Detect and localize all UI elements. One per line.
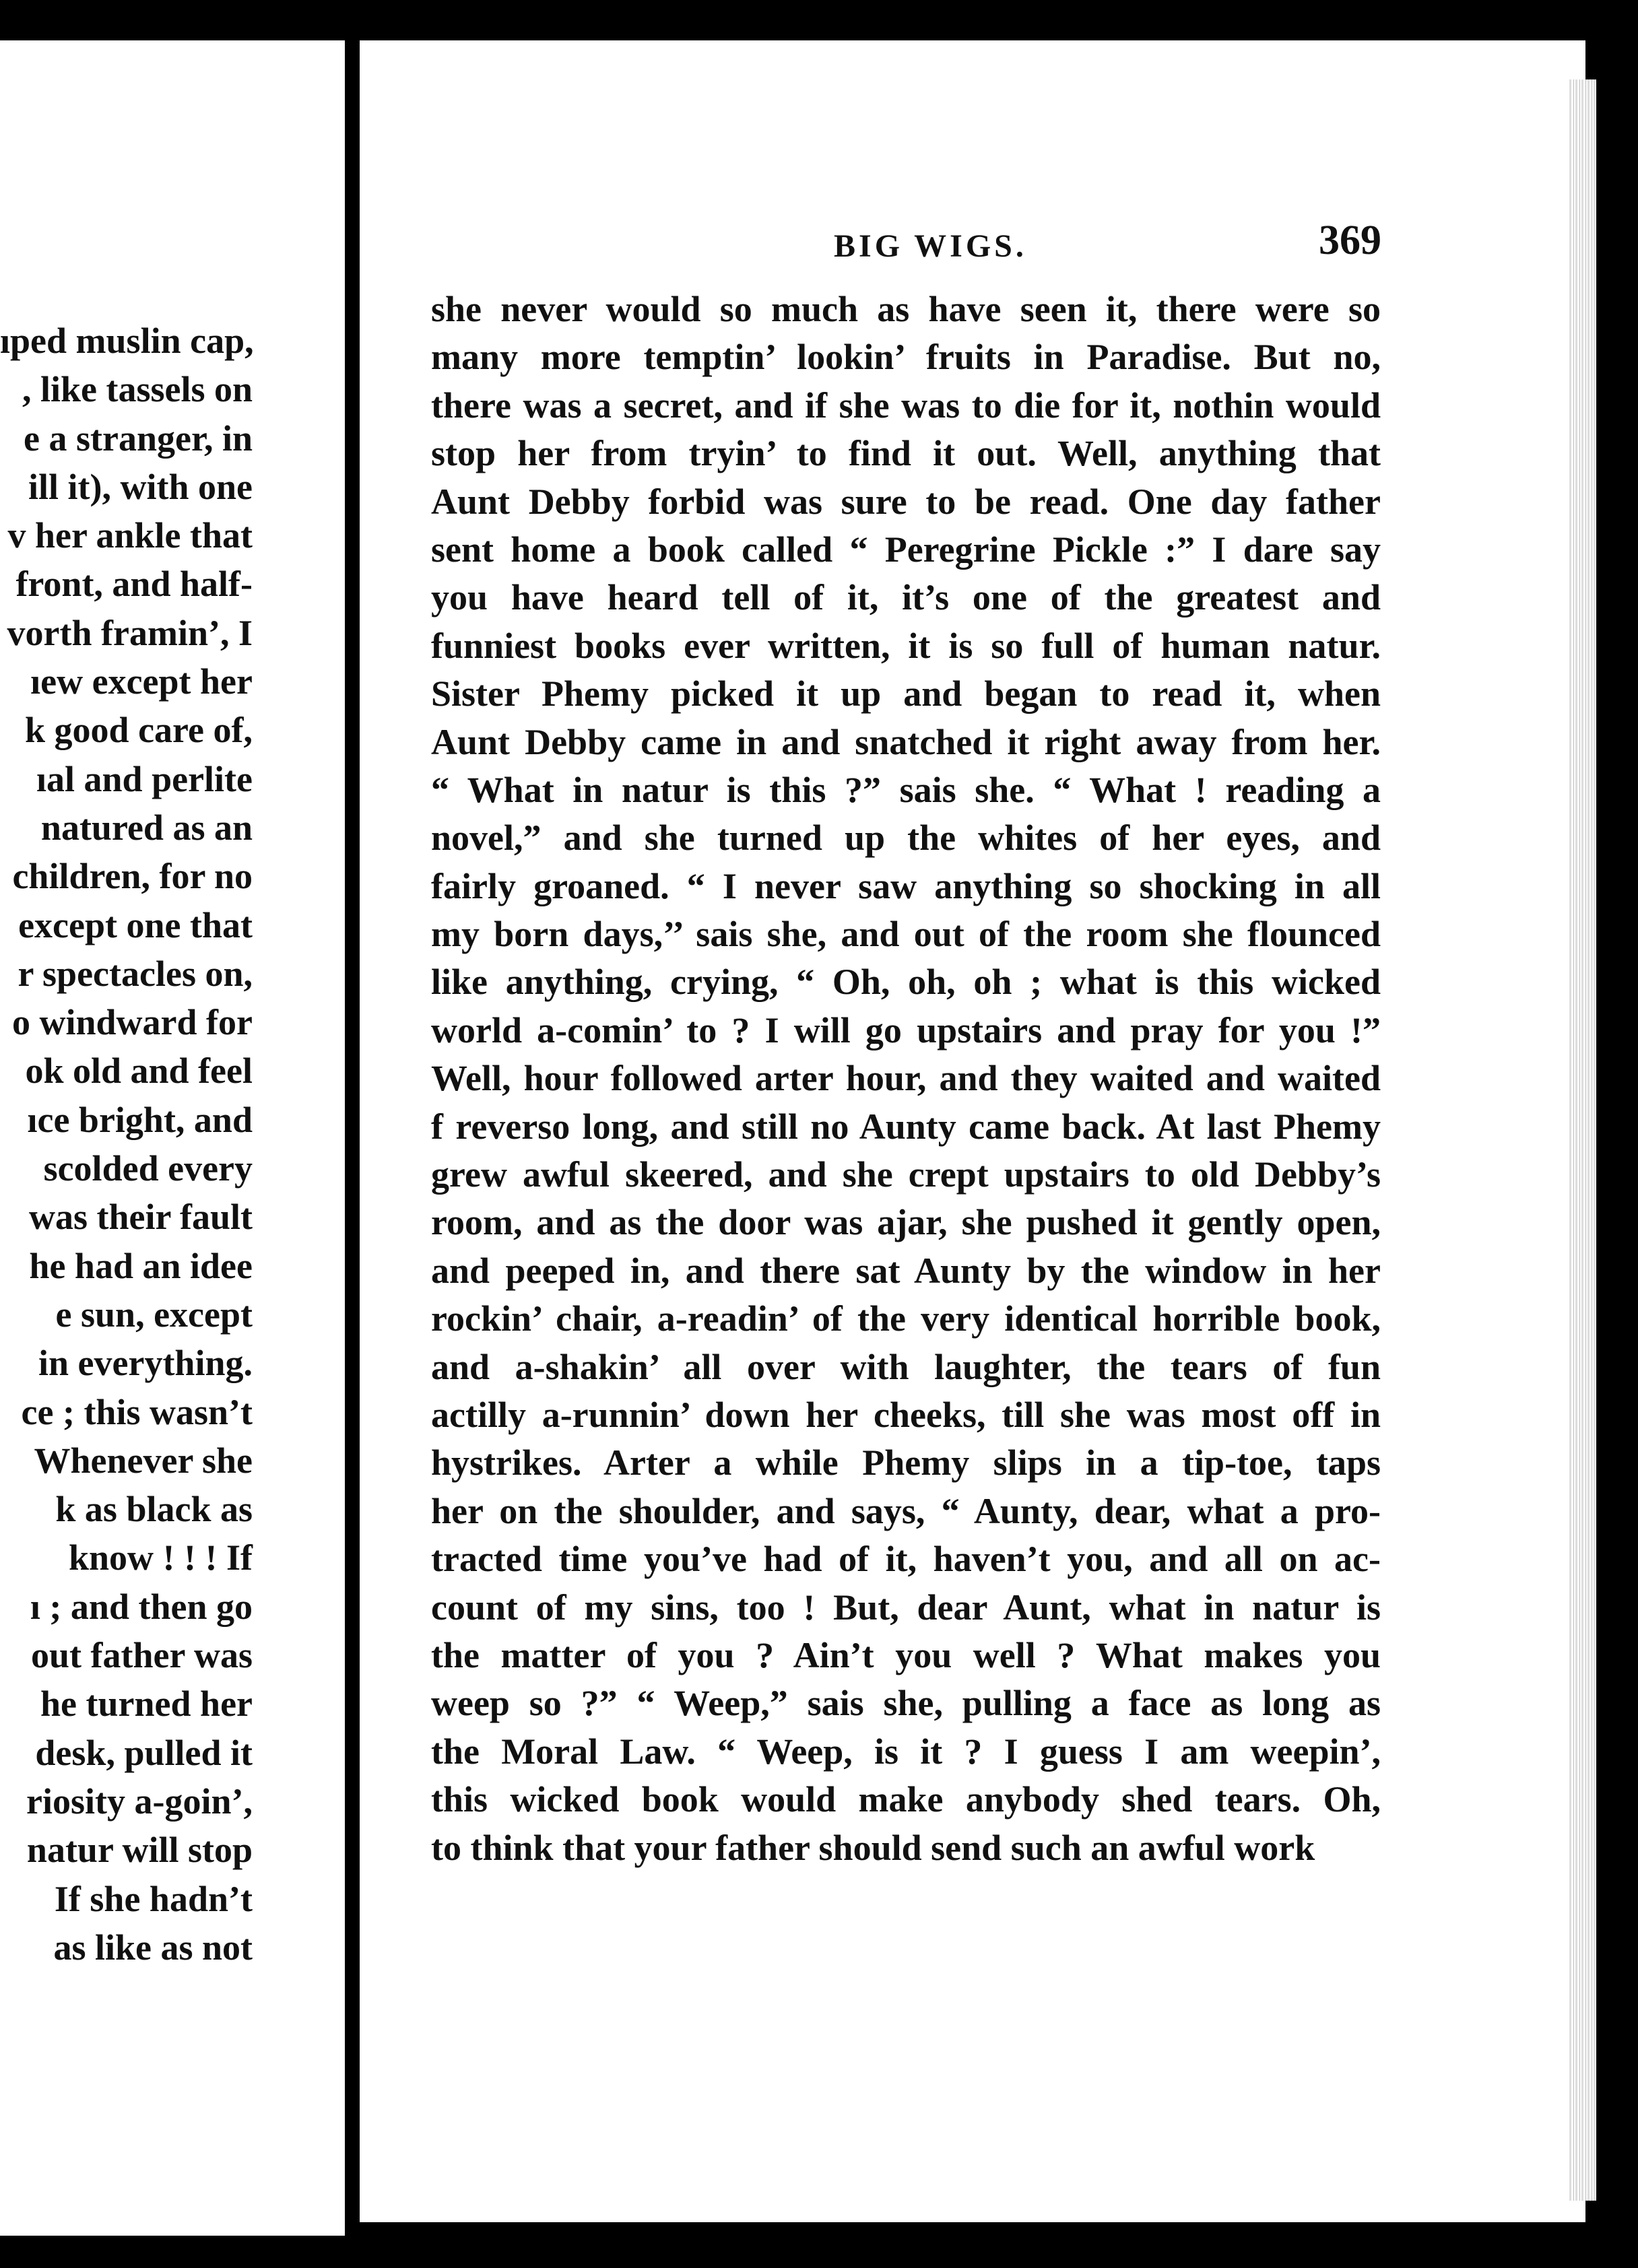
text-line: room, and as the door was ajar, she pushed it gently open, <box>431 1202 1381 1243</box>
left-page <box>0 40 345 2236</box>
text-line: desk, pulled it <box>35 1732 253 1773</box>
page-number: 369 <box>1319 218 1381 263</box>
text-line: fairly groaned. “ I never saw anything so shocking in all <box>431 865 1381 906</box>
text-line: to think that your father should send such an awful work <box>431 1827 1315 1868</box>
text-line: Well, hour followed arter hour, and they waited and waited <box>431 1058 1381 1099</box>
text-line: novel,” and she turned up the whites of her eyes, and <box>431 818 1381 859</box>
text-line: and a-shakin’ all over with laughter, the tears of fun <box>431 1346 1381 1387</box>
text-line: weep so ?” “ Weep,” sais she, pulling a face as long as <box>431 1683 1381 1724</box>
text-line: ıce bright, and <box>27 1099 253 1140</box>
text-line: ill it), with one <box>28 466 253 507</box>
text-line: the matter of you ? Ain’t you well ? What makes you <box>431 1634 1381 1675</box>
text-line: she never would so much as have seen it, there were so <box>431 289 1381 329</box>
text-line: know ! ! ! If <box>68 1537 253 1578</box>
text-line: “ What in natur is this ?” sais she. “ What ! reading a <box>431 769 1381 810</box>
text-line: he had an idee <box>29 1245 253 1286</box>
text-line: ıal and perlite <box>36 758 253 799</box>
text-line: Sister Phemy picked it up and began to read it, when <box>431 673 1381 714</box>
text-line: r spectacles on, <box>18 953 253 994</box>
text-line: v her ankle that <box>7 515 253 556</box>
text-line: Aunt Debby came in and snatched it right away from her. <box>431 721 1381 762</box>
text-line: many more temptin’ lookin’ fruits in Paradise. But no, <box>431 337 1381 378</box>
text-line: was their fault <box>29 1197 253 1238</box>
text-line: out father was <box>31 1635 253 1676</box>
text-line: Whenever she <box>34 1440 253 1481</box>
text-line: , like tassels on <box>22 369 253 410</box>
text-line: ok old and feel <box>25 1050 253 1092</box>
text-line: scolded every <box>43 1148 253 1189</box>
text-line: my born days,’’ sais she, and out of the room she flounced <box>431 914 1381 955</box>
running-head: BIG WIGS. <box>834 228 1027 264</box>
text-line: the Moral Law. “ Weep, is it ? I guess I am weepin’, <box>431 1731 1381 1772</box>
text-line: k good care of, <box>25 710 253 751</box>
text-line: this wicked book would make anybody shed tears. Oh, <box>431 1779 1381 1820</box>
text-line: rockin’ chair, a-readin’ of the very identical horrible book, <box>431 1298 1381 1339</box>
text-line: natured as an <box>40 807 253 848</box>
text-line: as like as not <box>53 1927 253 1968</box>
text-line: count of my sins, too ! But, dear Aunt, what in natur is <box>431 1587 1381 1628</box>
text-line: in everything. <box>38 1343 253 1384</box>
text-line: except one that <box>18 904 253 945</box>
text-line: sent home a book called “ Peregrine Pickle :” I dare say <box>431 529 1381 570</box>
text-line: ce ; this wasn’t <box>21 1391 253 1432</box>
text-line: you have heard tell of it, it’s one of the greatest and <box>431 577 1381 618</box>
text-line: f reverso long, and still no Aunty came back. At last Phemy <box>431 1106 1381 1147</box>
text-line: children, for no <box>12 856 253 897</box>
text-line: and peeped in, and there sat Aunty by the window in her <box>431 1250 1381 1291</box>
text-line: her on the shoulder, and says, “ Aunty, dear, what a pro- <box>431 1490 1381 1531</box>
text-line: k as black as <box>55 1489 253 1530</box>
text-line: hystrikes. Arter a while Phemy slips in a tip-toe, taps <box>431 1442 1381 1483</box>
text-line: actilly a-runnin’ down her cheeks, till she was most off in <box>431 1394 1381 1435</box>
text-line: front, and half- <box>15 564 253 605</box>
text-line: like anything, crying, “ Oh, oh, oh ; what is this wicked <box>431 962 1381 1003</box>
text-line: he turned her <box>40 1683 253 1725</box>
text-line: If she hadn’t <box>54 1878 253 1919</box>
text-line: funniest books ever written, it is so full of human natur. <box>431 625 1381 666</box>
text-line: world a-comin’ to ? I will go upstairs and pray for you !” <box>431 1009 1381 1050</box>
text-line: e sun, except <box>55 1294 253 1335</box>
right-page-text <box>431 286 1381 1872</box>
text-line: riosity a-goin’, <box>26 1780 253 1822</box>
text-line: ıped muslin cap, <box>0 321 254 361</box>
left-page-text <box>0 316 253 1972</box>
text-line: tracted time you’ve had of it, haven’t you, and all on ac- <box>431 1539 1381 1580</box>
text-line: ıew except her <box>30 661 253 702</box>
text-line: stop her from tryin’ to find it out. Well, anything that <box>431 433 1381 474</box>
text-line: o windward for <box>11 1002 253 1043</box>
book-gutter <box>345 40 360 2236</box>
page-edges <box>1569 79 1596 2201</box>
text-line: e a stranger, in <box>24 418 253 459</box>
text-line: Aunt Debby forbid was sure to be read. One day father <box>431 481 1381 522</box>
text-line: natur will stop <box>26 1830 253 1871</box>
text-line: grew awful skeered, and she crept upstairs to old Debby’s <box>431 1154 1381 1195</box>
text-line: vorth framin’, I <box>7 612 253 653</box>
text-line: ı ; and then go <box>30 1586 253 1627</box>
text-line: there was a secret, and if she was to die for it, nothin would <box>431 385 1381 426</box>
